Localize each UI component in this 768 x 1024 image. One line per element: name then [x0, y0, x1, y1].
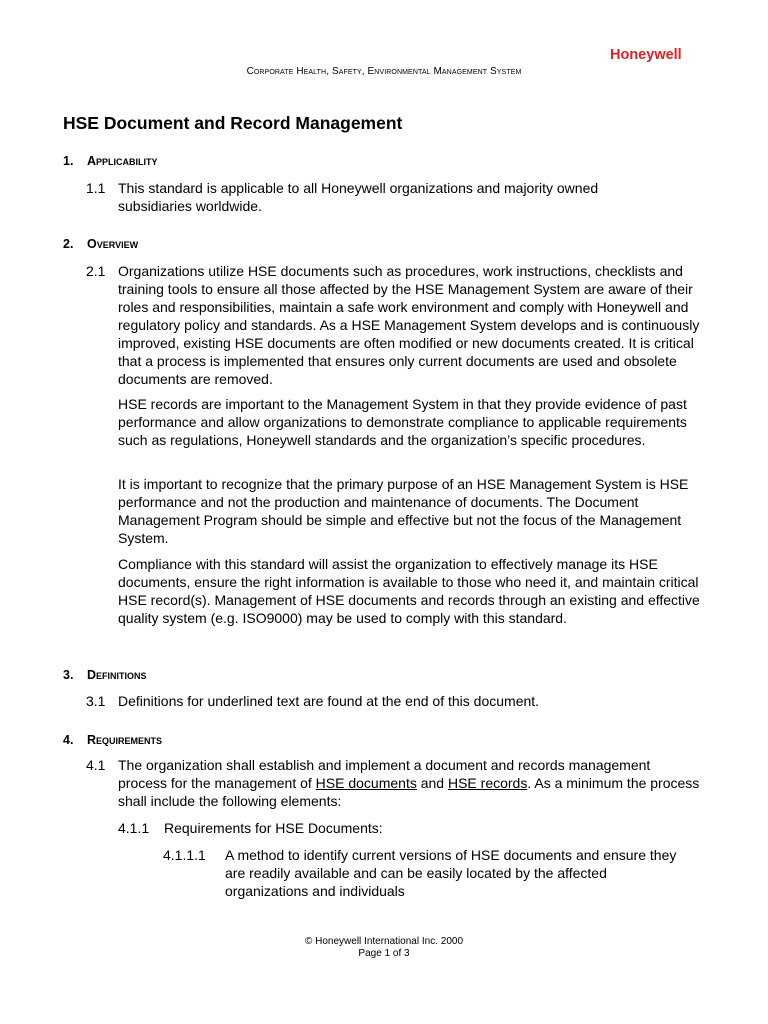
clause-number: 4.1.1.1	[163, 847, 206, 863]
page-number: Page 1 of 3	[358, 948, 410, 959]
section-title: Definitions	[87, 668, 147, 682]
paragraph-1-1	[86, 179, 646, 215]
clause-number: 2.1	[86, 263, 106, 279]
paragraph-2-3: It is important to recognize that the primary purpose of an HSE Management System is HSE performance and not the production and maintenance of documents. The Document Management Program should be simple and effective but not the focus of the Management System.	[118, 476, 689, 546]
paragraph-4-1	[86, 756, 702, 810]
document-title: HSE Document and Record Management	[63, 113, 403, 133]
clause-number: 4.1.1	[118, 820, 150, 836]
section-number: 3.	[63, 668, 74, 682]
clause-text: Organizations utilize HSE documents such as procedures, work instructions, checklists and training tools to ensure all those affected by the HSE Management System are aware of their roles and responsibilities, maintain a safe work environment and comply with Honeywell and regulatory policy and standards. As a HSE Management System develops and is continuously improved, existing HSE documents are often modified or new documents created. It is critical that a process is implemented that ensures only current documents are used and obsolete documents are removed.	[118, 263, 700, 387]
section-heading-definitions	[63, 668, 147, 682]
page-footer	[0, 936, 768, 960]
honeywell-logo: Honeywell	[610, 47, 682, 63]
section-heading-overview	[63, 237, 138, 251]
paragraph-2-4: Compliance with this standard will assist the organization to effectively manage its HSE documents, ensure the right information is available to those who need it, and maintain critical HSE record(s). Management of HSE documents and records through an existing and effective quality system (e.g. ISO9000) may be used to comply with this standard.	[118, 556, 700, 626]
section-number: 2.	[63, 237, 74, 251]
paragraph-2-1	[86, 262, 704, 388]
hse-records-term: HSE records	[447, 775, 528, 791]
clause-text: Definitions for underlined text are found at the end of this document.	[118, 693, 540, 709]
hse-documents-term: HSE documents	[315, 775, 417, 791]
clause-number: 3.1	[86, 693, 106, 709]
section-heading-requirements	[63, 733, 162, 747]
clause-text-part: . As a minimum the process shall include the following elements:	[118, 775, 700, 809]
section-title: Applicability	[87, 154, 158, 168]
section-heading-applicability	[63, 154, 158, 168]
clause-text: This standard is applicable to all Honeywell organizations and majority owned subsidiaries worldwide.	[118, 180, 599, 214]
clause-text-part: and	[416, 775, 448, 791]
clause-text	[118, 756, 702, 810]
clause-number: 4.1	[86, 757, 106, 773]
clause-text: A method to identify current versions of HSE documents and ensure they are readily available and can be easily located by the affected organizations and individuals	[225, 847, 677, 899]
clause-text-part: The organization shall establish and implement a document and records management process for the management of	[118, 757, 651, 791]
clause-text: Requirements for HSE Documents:	[164, 820, 383, 836]
clause-number: 1.1	[86, 180, 106, 196]
section-title: Overview	[87, 237, 139, 251]
paragraph-4-1-1	[118, 819, 702, 837]
system-header: Corporate Health, Safety, Environmental Management System	[246, 66, 522, 77]
paragraph-2-2: HSE records are important to the Management System in that they provide evidence of past performance and allow organizations to demonstrate compliance to applicable requirements such as regulations, Honeywell standards and the organization’s specific procedures.	[118, 396, 687, 448]
copyright-notice: © Honeywell International Inc. 2000	[304, 936, 464, 947]
section-title: Requirements	[87, 733, 163, 747]
paragraph-4-1-1-1	[163, 846, 689, 900]
section-number: 4.	[63, 733, 74, 747]
section-number: 1.	[63, 154, 74, 168]
paragraph-3-1	[86, 692, 704, 710]
